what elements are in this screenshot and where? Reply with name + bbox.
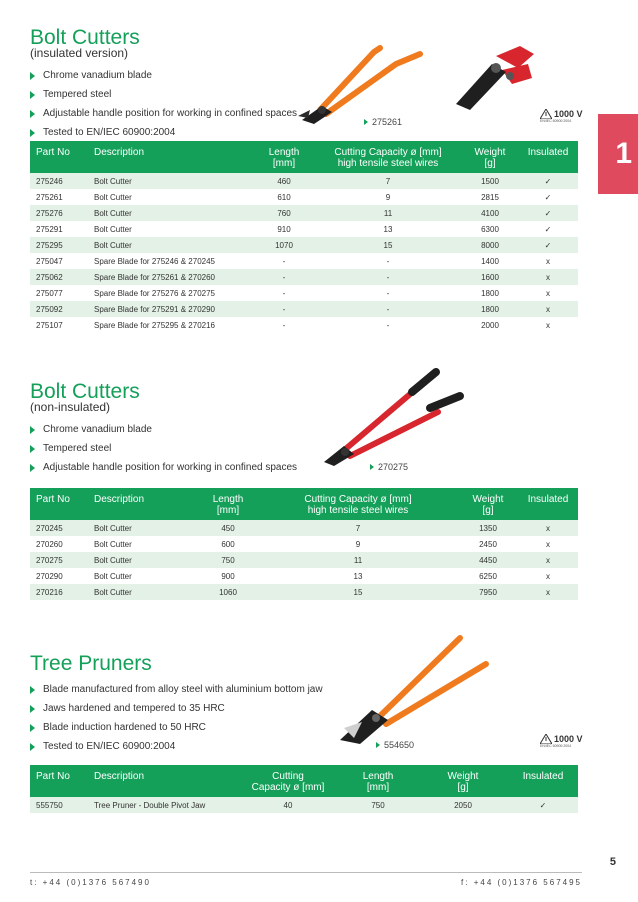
table-row: [30, 797, 578, 813]
bullet-arrow-icon: [30, 72, 35, 80]
table-cell: Bolt Cutter: [88, 584, 198, 600]
table-cell: 270245: [30, 520, 88, 536]
section-subtitle: (non-insulated): [30, 400, 111, 414]
table-cell: 2450: [458, 536, 518, 552]
table-cell: x: [518, 317, 578, 333]
table-cell: Bolt Cutter: [88, 552, 198, 568]
feature-item: Adjustable handle position for working in confined spaces: [30, 104, 297, 123]
table-cell: -: [314, 285, 462, 301]
bullet-arrow-icon: [30, 686, 35, 694]
feature-item: Tested to EN/IEC 60900:2004: [30, 123, 297, 142]
col-header: Weight [g]: [458, 488, 518, 520]
table-cell: Bolt Cutter: [88, 237, 254, 253]
red-bolt-cutter-image: [312, 366, 472, 466]
table-cell: 9: [258, 536, 458, 552]
col-header: Part No: [30, 488, 88, 520]
table-cell: 910: [254, 221, 314, 237]
table-cell: x: [518, 301, 578, 317]
table-row: [30, 520, 578, 536]
bullet-arrow-icon: [30, 743, 35, 751]
table-cell: 275092: [30, 301, 88, 317]
table-cell: 760: [254, 205, 314, 221]
table-row: [30, 269, 578, 285]
col-header: Description: [88, 765, 238, 797]
table-cell: -: [314, 253, 462, 269]
table-cell: 450: [198, 520, 258, 536]
table-row: [30, 552, 578, 568]
table-cell: 275246: [30, 173, 88, 189]
bullet-arrow-icon: [30, 464, 35, 472]
table-cell: Tree Pruner - Double Pivot Jaw: [88, 797, 238, 813]
table-cell: 6300: [462, 221, 518, 237]
feature-list: [30, 66, 297, 142]
col-header: Weight [g]: [418, 765, 508, 797]
table-cell: 750: [198, 552, 258, 568]
table-cell: 1070: [254, 237, 314, 253]
table-cell: Spare Blade for 275276 & 270275: [88, 285, 254, 301]
table-cell: 275062: [30, 269, 88, 285]
section-subtitle: (insulated version): [30, 46, 129, 60]
table-header-row: [30, 141, 578, 173]
feature-list: [30, 680, 323, 756]
product-label: 554650: [376, 740, 414, 750]
table-cell: x: [518, 253, 578, 269]
table-cell: -: [254, 269, 314, 285]
table-cell: Spare Blade for 275261 & 270260: [88, 269, 254, 285]
col-header: Cutting Capacity ø [mm] high tensile steel wires: [258, 488, 458, 520]
table-cell: 1400: [462, 253, 518, 269]
table-cell: 11: [314, 205, 462, 221]
table-body: [30, 797, 578, 813]
col-header: Cutting Capacity ø [mm]: [238, 765, 338, 797]
table-cell: 1060: [198, 584, 258, 600]
col-header: Weight [g]: [462, 141, 518, 173]
table-row: [30, 568, 578, 584]
col-header: Length [mm]: [338, 765, 418, 797]
col-header: Part No: [30, 765, 88, 797]
col-header: Insulated: [518, 488, 578, 520]
table-cell: -: [314, 301, 462, 317]
table-cell: 6250: [458, 568, 518, 584]
table-cell: -: [254, 317, 314, 333]
bullet-arrow-icon: [30, 724, 35, 732]
table-cell: -: [254, 301, 314, 317]
table-cell: ✓: [518, 237, 578, 253]
table-cell: 7950: [458, 584, 518, 600]
section-title-tree-pruners: Tree Pruners: [30, 652, 152, 675]
table-cell: 1500: [462, 173, 518, 189]
table-cell: 1800: [462, 285, 518, 301]
product-label: 270275: [370, 462, 408, 472]
table-cell: 9: [314, 189, 462, 205]
table-cell: 460: [254, 173, 314, 189]
table-cell: 2000: [462, 317, 518, 333]
chapter-tab[interactable]: 1: [598, 114, 638, 194]
table-cell: Bolt Cutter: [88, 221, 254, 237]
table-cell: Spare Blade for 275291 & 270290: [88, 301, 254, 317]
table-cell: 750: [338, 797, 418, 813]
feature-item: Tested to EN/IEC 60900:2004: [30, 737, 323, 756]
table-cell: x: [518, 285, 578, 301]
bolt-cutter-jaw-image: [446, 44, 536, 112]
table-row: [30, 221, 578, 237]
table-cell: 270275: [30, 552, 88, 568]
table-row: [30, 205, 578, 221]
table-cell: x: [518, 584, 578, 600]
table-cell: 11: [258, 552, 458, 568]
table-cell: 275047: [30, 253, 88, 269]
table-cell: 900: [198, 568, 258, 584]
table-row: [30, 584, 578, 600]
table-cell: -: [314, 317, 462, 333]
table-cell: 275291: [30, 221, 88, 237]
table-cell: x: [518, 552, 578, 568]
table-cell: ✓: [508, 797, 578, 813]
feature-list: [30, 420, 297, 477]
table-cell: 40: [238, 797, 338, 813]
table-cell: 600: [198, 536, 258, 552]
section-title-insulated-bolt-cutters: Bolt Cutters: [30, 26, 140, 49]
table-cell: Spare Blade for 275246 & 270245: [88, 253, 254, 269]
bullet-arrow-icon: [30, 445, 35, 453]
warning-triangle-icon: [540, 734, 552, 744]
table-cell: 7: [258, 520, 458, 536]
bolt-cutter-table: [30, 488, 578, 600]
table-cell: 610: [254, 189, 314, 205]
table-row: [30, 536, 578, 552]
feature-item: Jaws hardened and tempered to 35 HRC: [30, 699, 323, 718]
table-cell: 275276: [30, 205, 88, 221]
table-cell: 275295: [30, 237, 88, 253]
table-cell: 275261: [30, 189, 88, 205]
feature-item: Chrome vanadium blade: [30, 420, 297, 439]
table-row: [30, 189, 578, 205]
table-row: [30, 253, 578, 269]
feature-item: Blade manufactured from alloy steel with aluminium bottom jaw: [30, 680, 323, 699]
col-header: Part No: [30, 141, 88, 173]
feature-item: Adjustable handle position for working in confined spaces: [30, 458, 297, 477]
table-cell: ✓: [518, 173, 578, 189]
table-cell: x: [518, 536, 578, 552]
table-cell: 1600: [462, 269, 518, 285]
col-header: Cutting Capacity ø [mm] high tensile steel wires: [314, 141, 462, 173]
feature-item: Chrome vanadium blade: [30, 66, 297, 85]
table-cell: -: [254, 253, 314, 269]
table-cell: 13: [258, 568, 458, 584]
table-cell: 2815: [462, 189, 518, 205]
col-header: Description: [88, 141, 254, 173]
col-header: Description: [88, 488, 198, 520]
table-row: [30, 301, 578, 317]
voltage-rating-badge: 1000 V EN/IEC 60900:2004: [540, 109, 583, 123]
table-cell: ✓: [518, 205, 578, 221]
insulated-bolt-cutter-table: [30, 141, 578, 333]
table-header-row: [30, 488, 578, 520]
table-cell: 555750: [30, 797, 88, 813]
table-cell: 4100: [462, 205, 518, 221]
table-row: [30, 285, 578, 301]
table-cell: ✓: [518, 221, 578, 237]
table-cell: x: [518, 568, 578, 584]
table-cell: 15: [314, 237, 462, 253]
table-cell: 7: [314, 173, 462, 189]
footer-divider: [30, 872, 582, 873]
table-cell: 270290: [30, 568, 88, 584]
section-title-bolt-cutters: Bolt Cutters: [30, 380, 140, 403]
table-cell: 270216: [30, 584, 88, 600]
tree-pruner-table: [30, 765, 578, 813]
table-cell: 4450: [458, 552, 518, 568]
table-cell: 1800: [462, 301, 518, 317]
label-arrow-icon: [370, 464, 374, 470]
bullet-arrow-icon: [30, 705, 35, 713]
table-cell: ✓: [518, 189, 578, 205]
bullet-arrow-icon: [30, 426, 35, 434]
page-number: 5: [609, 856, 616, 868]
label-arrow-icon: [364, 119, 368, 125]
table-cell: -: [314, 269, 462, 285]
table-cell: x: [518, 269, 578, 285]
footer-phone: t: +44 (0)1376 567490: [30, 878, 151, 887]
table-cell: 1350: [458, 520, 518, 536]
table-cell: x: [518, 520, 578, 536]
table-body: [30, 173, 578, 333]
bullet-arrow-icon: [30, 129, 35, 137]
table-row: [30, 317, 578, 333]
table-cell: 275077: [30, 285, 88, 301]
product-label: 275261: [364, 117, 402, 127]
voltage-rating-badge: 1000 V EN/IEC 60900:2004: [540, 734, 583, 748]
bullet-arrow-icon: [30, 110, 35, 118]
table-cell: 275107: [30, 317, 88, 333]
label-arrow-icon: [376, 742, 380, 748]
col-header: Insulated: [508, 765, 578, 797]
table-cell: Bolt Cutter: [88, 173, 254, 189]
feature-item: Blade induction hardened to 50 HRC: [30, 718, 323, 737]
warning-triangle-icon: [540, 109, 552, 119]
table-row: [30, 173, 578, 189]
col-header: Length [mm]: [254, 141, 314, 173]
table-header-row: [30, 765, 578, 797]
table-cell: 15: [258, 584, 458, 600]
table-cell: 270260: [30, 536, 88, 552]
table-body: [30, 520, 578, 600]
insulated-bolt-cutter-image: [292, 32, 442, 124]
table-cell: Bolt Cutter: [88, 520, 198, 536]
tree-pruner-image: [336, 632, 496, 750]
feature-item: Tempered steel: [30, 85, 297, 104]
footer-fax: f: +44 (0)1376 567495: [461, 878, 582, 887]
col-header: Insulated: [518, 141, 578, 173]
table-cell: Bolt Cutter: [88, 205, 254, 221]
table-cell: 2050: [418, 797, 508, 813]
table-cell: -: [254, 285, 314, 301]
feature-item: Tempered steel: [30, 439, 297, 458]
col-header: Length [mm]: [198, 488, 258, 520]
table-cell: Bolt Cutter: [88, 568, 198, 584]
table-cell: 13: [314, 221, 462, 237]
table-cell: Bolt Cutter: [88, 189, 254, 205]
table-row: [30, 237, 578, 253]
table-cell: Spare Blade for 275295 & 270216: [88, 317, 254, 333]
bullet-arrow-icon: [30, 91, 35, 99]
table-cell: 8000: [462, 237, 518, 253]
table-cell: Bolt Cutter: [88, 536, 198, 552]
